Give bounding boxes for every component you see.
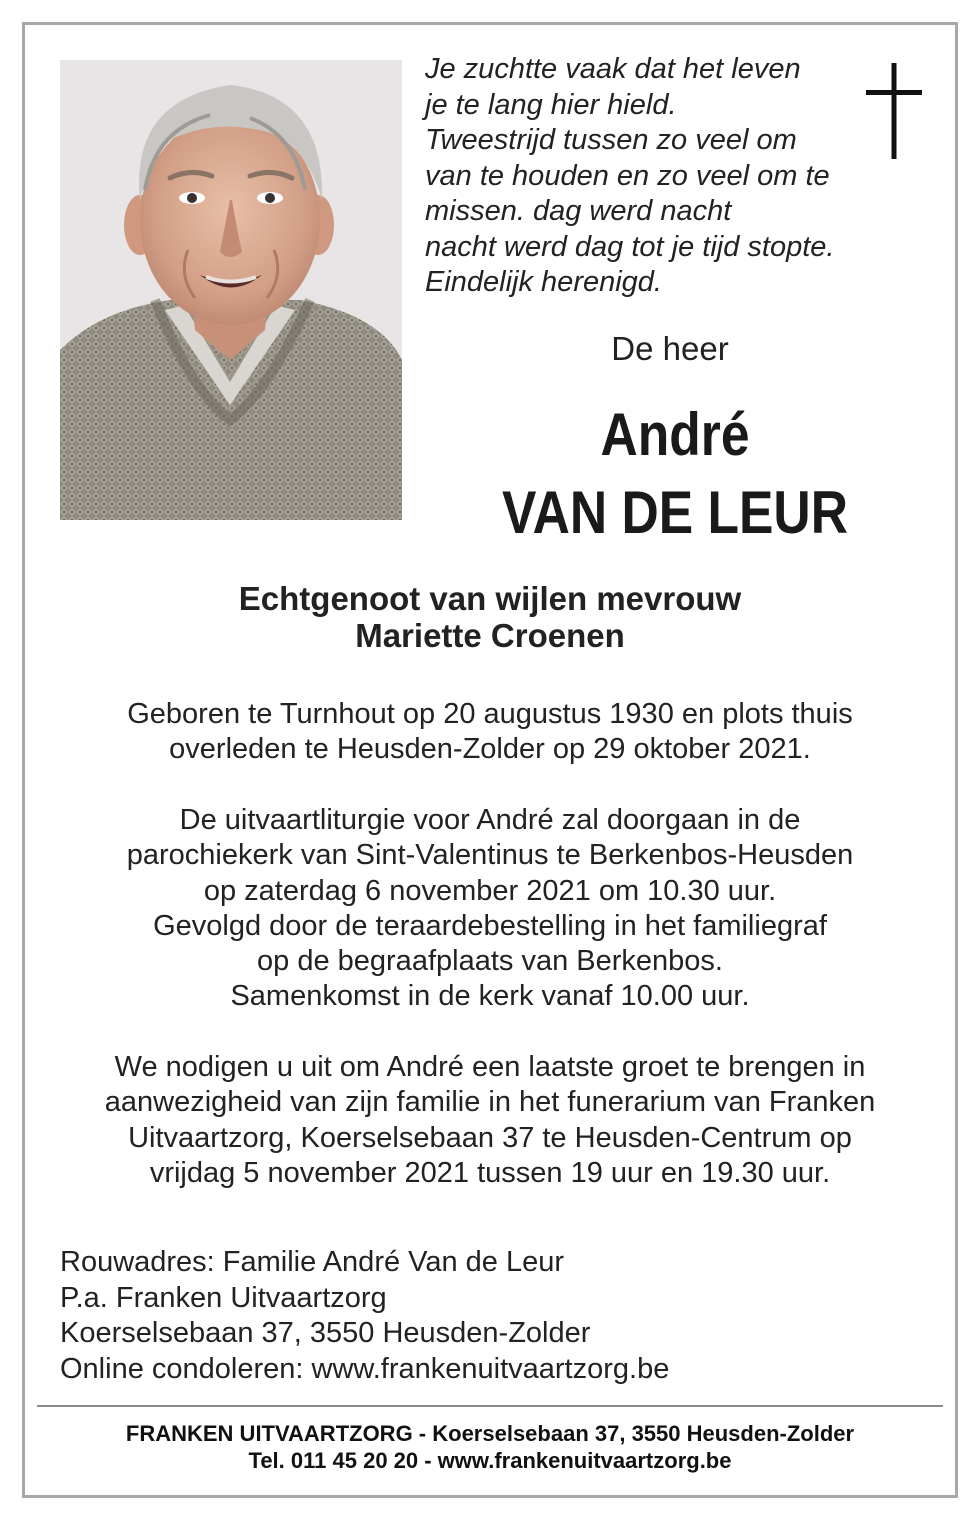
poem-line: Eindelijk herenigd.	[425, 266, 662, 298]
poem-line: Je zuchtte vaak dat het leven	[425, 53, 801, 85]
address-line: Koerselsebaan 37, 3550 Heusden-Zolder	[60, 1317, 591, 1349]
mourning-address	[60, 1245, 669, 1387]
spouse-block	[100, 580, 880, 654]
portrait-photo	[60, 60, 402, 520]
footer-divider	[37, 1405, 943, 1407]
paragraph-line: aanwezigheid van zijn familie in het funerarium van Franken	[104, 1086, 876, 1119]
footer-contact: Tel. 011 45 20 20 - www.frankenuitvaartzorg.be	[248, 1448, 732, 1473]
spouse-name: Mariette Croenen	[355, 617, 625, 654]
paragraph-line: Geboren te Turnhout op 20 augustus 1930 en plots thuis	[127, 698, 853, 730]
ceremony-paragraph	[40, 803, 940, 1015]
deceased-last-name: VAN DE LEUR	[502, 479, 848, 546]
spouse-line: Echtgenoot van wijlen mevrouw	[238, 580, 742, 617]
paragraph-line: vrijdag 5 november 2021 tussen 19 uur en 19.30 uur.	[149, 1156, 831, 1189]
deceased-first-name: André	[600, 401, 750, 468]
paragraph-line: op de begraafplaats van Berkenbos.	[257, 945, 723, 978]
poem-line: van te houden en zo veel om te	[425, 159, 830, 192]
poem-line: Tweestrijd tussen zo veel om	[425, 124, 797, 156]
paragraph-line: We nodigen u uit om André een laatste groet te brengen in	[114, 1051, 866, 1083]
poem-line: missen. dag werd nacht	[425, 195, 732, 227]
paragraph-line: overleden te Heusden-Zolder op 29 oktober 2021.	[169, 733, 811, 766]
visitation-paragraph	[40, 1050, 940, 1191]
poem-line: nacht werd dag tot je tijd stopte.	[425, 230, 835, 263]
memorial-poem	[425, 52, 865, 301]
paragraph-line: parochiekerk van Sint-Valentinus te Berkenbos-Heusden	[126, 839, 854, 872]
paragraph-line: Samenkomst in de kerk vanaf 10.00 uur.	[230, 980, 750, 1013]
paragraph-line: Uitvaartzorg, Koerselsebaan 37 te Heusden-Centrum op	[128, 1121, 852, 1154]
condolence-link[interactable]: Online condoleren: www.frankenuitvaartzorg.be	[60, 1352, 670, 1385]
honorific: De heer	[611, 330, 729, 367]
footer-address: FRANKEN UITVAARTZORG - Koerselsebaan 37, 3550 Heusden-Zolder	[125, 1421, 855, 1446]
paragraph-line: De uitvaartliturgie voor André zal doorgaan in de	[179, 804, 801, 836]
address-line: P.a. Franken Uitvaartzorg	[60, 1281, 387, 1314]
poem-line: je te lang hier hield.	[425, 88, 677, 121]
latin-cross-icon	[866, 63, 922, 159]
funeral-home-footer	[37, 1420, 943, 1474]
address-line: Rouwadres: Familie André Van de Leur	[60, 1246, 565, 1278]
paragraph-line: Gevolgd door de teraardebestelling in het familiegraf	[153, 909, 827, 942]
paragraph-line: op zaterdag 6 november 2021 om 10.30 uur.	[203, 874, 777, 907]
birth-death-paragraph	[40, 697, 940, 768]
